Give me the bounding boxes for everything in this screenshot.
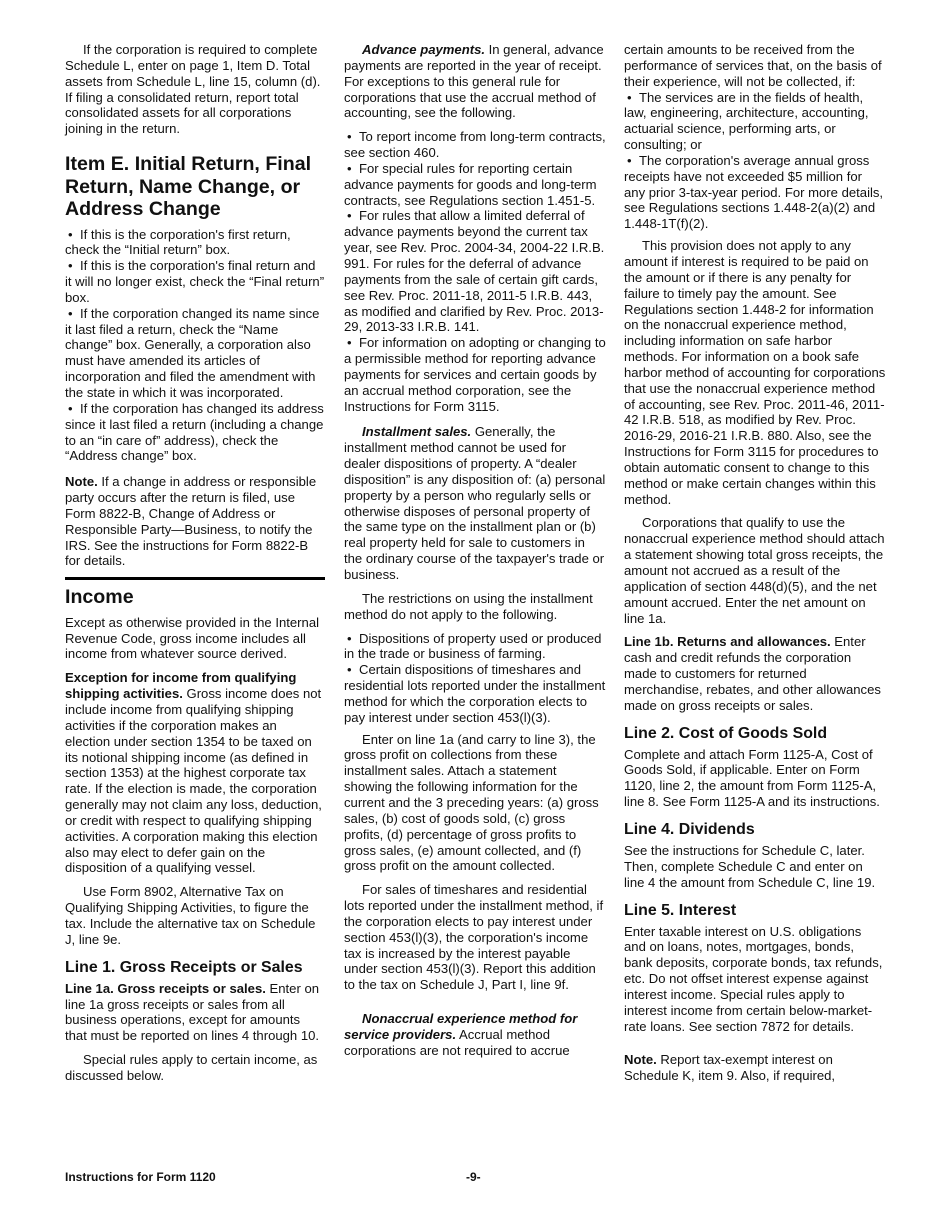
line-1b-text: Enter cash and credit refunds the corporation made to customers for returned merchandise, rebates, and other allowances made on gross receipts or sales.: [624, 634, 881, 713]
paragraph-line-1b: [624, 634, 886, 713]
paragraph-schedule-l: If the corporation is required to complete Schedule L, enter on page 1, Item D. Total assets from Schedule L, line 15, column (d). If filing a consolidated return, report total consolidated assets for all corporations joining in the return.: [65, 42, 321, 137]
line-1a-label: Line 1a. Gross receipts or sales.: [65, 980, 266, 996]
paragraph-nonaccrual-cont: certain amounts to be received from the performance of services that, on the basis of their experience, will not be collected, if:: [624, 42, 882, 89]
heading-line-2: Line 2. Cost of Goods Sold: [624, 724, 828, 742]
note-label-2: Note.: [624, 1052, 657, 1068]
bullet-farming: • Dispositions of property used or produced in the trade or business of farming.: [344, 631, 606, 663]
footer-form-title: Instructions for Form 1120: [65, 1170, 216, 1184]
bullet-name-change: • If the corporation changed its name since it last filed a return, check the “Name change” box. Generally, a corporation also must have amended its articles of incorporation and filed the amendment with the state in which it was incorporated.: [65, 306, 325, 401]
note-tax-exempt: [624, 1052, 886, 1084]
heading-line-1: Line 1. Gross Receipts or Sales: [65, 958, 303, 976]
nonaccrual-label: Nonaccrual experience method for service providers.: [344, 1011, 578, 1042]
bullet-final-return: • If this is the corporation's final return and it will no longer exist, check the “Final return” box.: [65, 258, 325, 306]
paragraph-line-1a: [65, 981, 325, 1044]
heading-line-5: Line 5. Interest: [624, 901, 737, 919]
line-1b-label: Line 1b. Returns and allowances.: [624, 634, 831, 650]
paragraph-form-8902: Use Form 8902, Alternative Tax on Qualifying Shipping Activities, to figure the tax. Include the alternative tax on Schedule J, line 9e.: [65, 884, 316, 947]
paragraph-special-rules: Special rules apply to certain income, as discussed below.: [65, 1052, 318, 1083]
bullet-long-term-contracts: • To report income from long-term contracts, see section 460.: [344, 129, 606, 161]
paragraph-line-2: Complete and attach Form 1125-A, Cost of Goods Sold, if applicable. Enter on Form 1120, line 2, the amount from Form 1125-A, line 8. See Form 1125-A and its instructions.: [624, 746, 880, 810]
bullet-gross-receipts: • The corporation's average annual gross receipts have not exceeded $5 million for any prior 3-tax-year period. For more details, see Regulations sections 1.448-2(a)(2) and 1.448-1T(f)(2).: [624, 153, 886, 232]
column-3: [624, 42, 886, 1092]
paragraph-enter-line-1a: Enter on line 1a (and carry to line 3), the gross profit on collections from these installment sales. Attach a statement showing the following information for the current and the 3 preceding years: (a) gross sales, (b) cost of goods sold, (c) gross profits, (d) percentage of gross profits to gross sales, (e) amount collected, and (f) gross profit on the amount collected.: [344, 731, 599, 874]
paragraph-nonaccrual: [344, 1011, 606, 1059]
section-divider: [65, 577, 325, 580]
note-text-2: Report tax-exempt interest on Schedule K, item 9. Also, if required,: [624, 1052, 836, 1084]
heading-line-4: Line 4. Dividends: [624, 820, 755, 838]
column-1: [65, 42, 325, 1092]
paragraph-advance-payments: [344, 42, 606, 121]
installment-sales-text: Generally, the installment method cannot be used for dealer dispositions of property. A “dealer disposition” is any disposition of: (a) personal property by a person who regularly sells or otherwise disposes of personal property of the same type on the installment plan or (b) real property held for sale to customers in the ordinary course of the taxpayer's trade or business.: [344, 424, 606, 582]
paragraph-provision: This provision does not apply to any amount if interest is required to be paid on the amount or if there is any penalty for failure to timely pay the amount. See Regulations section 1.448-2 for information on the nonaccrual experience method, including information on safe harbor methods. For information on a book safe harbor method of accounting for corporations that use the nonaccrual experience method of accounting, see Rev. Proc. 2011-46, 2011-42 I.R.B. 518, as modified by Rev. Proc. 2016-29, 2016-21 I.R.B. 880. Also, see the Instructions for Form 3115 for procedures to obtain automatic consent to change to this method or make certain changes within this method.: [624, 238, 886, 507]
paragraph-restrictions: The restrictions on using the installment method do not apply to the following.: [344, 590, 593, 622]
bullet-special-rules-advance: • For special rules for reporting certain advance payments for goods and long-term contracts, see Regulations section 1.451-5.: [344, 161, 606, 209]
paragraph-installment-sales: [344, 424, 606, 582]
bullet-permissible-method: • For information on adopting or changing to a permissible method for reporting advance payments for services and certain goods by an accrual method corporation, see the Instructions for Form 3115.: [344, 335, 606, 414]
advance-payments-text: In general, advance payments are reported in the year of receipt. For exceptions to this general rule for corporations that use the accrual method of accounting, see the following.: [344, 42, 604, 121]
bullet-limited-deferral: • For rules that allow a limited deferral of advance payments beyond the current tax year, see Rev. Proc. 2004-34, 2004-22 I.R.B. 991. For rules for the deferral of advance payments from the sale of certain gift cards, see Rev. Proc. 2011-18, 2011-5 I.R.B. 443, as modified and clarified by Rev. Proc. 2013-29, 2013-33 I.R.B. 141.: [344, 208, 606, 335]
bullet-initial-return: • If this is the corporation's first return, check the “Initial return” box.: [65, 227, 325, 259]
note-text: If a change in address or responsible party occurs after the return is filed, use Form 8822-B, Change of Address or Responsible Party—Business, to notify the IRS. See the instructions for Form 8822-B for details.: [65, 474, 317, 569]
page-number: -9-: [466, 1170, 481, 1184]
line-1a-text: Enter on line 1a gross receipts or sales from all business operations, except for amounts that must be reported on lines 4 through 10.: [65, 980, 320, 1044]
nonaccrual-text: Accrual method corporations are not required to accrue: [344, 1026, 570, 1058]
advance-payments-label: Advance payments.: [362, 42, 485, 57]
paragraph-timeshares: For sales of timeshares and residential lots reported under the installment method, if the corporation elects to pay interest under section 453(l)(3), the corporation's income tax is increased by the interest payable under section 453(l)(3). Report this addition to the tax on Schedule J, Part I, line 9f.: [344, 882, 604, 993]
note-address-change: [65, 474, 325, 569]
paragraph-line-5: Enter taxable interest on U.S. obligations and on loans, notes, mortgages, bonds, bank deposits, corporate bonds, tax refunds, etc. Do not offset interest expense against interest income. Special rules apply to interest income from certain below-market-rate loans. See section 7872 for details.: [624, 923, 883, 1034]
heading-item-e: Item E. Initial Return, Final Return, Name Change, or Address Change: [65, 153, 312, 221]
column-2: [344, 42, 606, 1067]
bullet-timeshares: • Certain dispositions of timeshares and residential lots reported under the installment method for which the corporation elects to pay interest under section 453(l)(3).: [344, 662, 606, 725]
paragraph-line-4: See the instructions for Schedule C, later. Then, complete Schedule C and enter on line 4 the amount from Schedule C, line 19.: [624, 842, 876, 890]
installment-sales-label: Installment sales.: [362, 424, 472, 440]
paragraph-income-intro: Except as otherwise provided in the Internal Revenue Code, gross income includes all income from whatever source derived.: [65, 614, 320, 662]
bullet-services-fields: • The services are in the fields of health, law, engineering, architecture, accounting, actuarial science, performing arts, or consulting; or: [624, 90, 886, 153]
paragraph-shipping: [65, 670, 325, 876]
bullet-address-change: • If the corporation has changed its address since it last filed a return (including a change to an “in care of” address), check the “Address change” box.: [65, 401, 325, 464]
note-label: Note.: [65, 474, 98, 490]
shipping-label: Exception for income from qualifying shipping activities.: [65, 670, 297, 702]
shipping-text: Gross income does not include income from qualifying shipping activities if the corporation makes an election under section 1354 to be taxed on its notional shipping income (as defined in section 1353) at the highest corporate tax rate. If the election is made, the corporation generally may not claim any loss, deduction, or credit with respect to qualifying shipping activities. A corporation making this election also may elect to defer gain on the disposition of a qualifying vessel.: [65, 686, 322, 876]
heading-income: Income: [65, 586, 134, 609]
paragraph-qualify: Corporations that qualify to use the nonaccrual experience method should attach a statement showing total gross receipts, the amount not accrued as a result of the application of section 448(d)(5), and the net amount accrued. Enter the net amount on line 1a.: [624, 515, 885, 626]
